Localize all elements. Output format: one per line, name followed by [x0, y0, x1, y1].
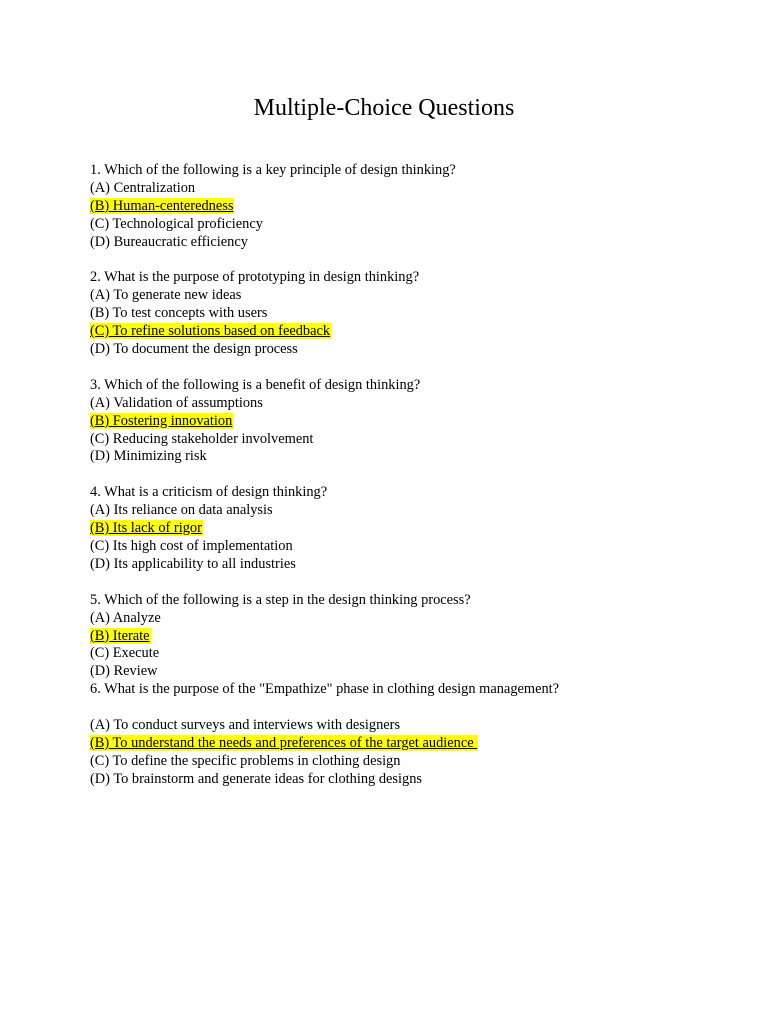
question-prompt: 2. What is the purpose of prototyping in design thinking?: [90, 269, 420, 286]
answer-option: [90, 717, 730, 735]
answer-option: [90, 502, 730, 520]
highlighted-answer: (B) Iterate: [90, 627, 150, 644]
option-text: (C) Its high cost of implementation: [90, 537, 293, 554]
highlighted-answer: (C) To refine solutions based on feedback: [90, 323, 331, 340]
option-text: (C) Execute: [90, 645, 160, 662]
answer-option-correct: [90, 198, 730, 216]
option-text: (D) Minimizing risk: [90, 448, 207, 465]
option-text: (A) To generate new ideas: [90, 287, 242, 304]
option-text: (A) Analyze: [90, 609, 161, 626]
answer-option: [90, 663, 730, 681]
option-text: (B) To test concepts with users: [90, 305, 268, 322]
question-prompt: 4. What is a criticism of design thinking?: [90, 484, 328, 501]
highlighted-answer: (B) Its lack of rigor: [90, 520, 202, 537]
highlighted-answer: (B) Human-centeredness: [90, 197, 234, 214]
question-prompt: 1. Which of the following is a key principle of design thinking?: [90, 162, 456, 178]
answer-option: [90, 431, 730, 449]
answer-option: [90, 180, 730, 198]
question-prompt: 6. What is the purpose of the "Empathize" phase in clothing design management?: [90, 681, 560, 698]
answer-option: [90, 753, 730, 771]
question-4: [90, 484, 730, 574]
option-text: (A) Its reliance on data analysis: [90, 502, 273, 519]
option-text: (A) To conduct surveys and interviews with designers: [90, 717, 401, 734]
answer-option: [90, 395, 730, 413]
answer-option: [90, 448, 730, 466]
answer-option: [90, 771, 730, 789]
answer-option: [90, 234, 730, 252]
answer-option-correct: [90, 628, 730, 646]
option-text: (C) Technological proficiency: [90, 215, 263, 232]
option-text: (D) To document the design process: [90, 341, 298, 358]
question-list: [90, 162, 730, 807]
question-6: [90, 681, 730, 788]
answer-option-correct: [90, 520, 730, 538]
option-text: (D) Bureaucratic efficiency: [90, 233, 248, 250]
answer-option: [90, 556, 730, 574]
question-1: [90, 162, 730, 252]
answer-option: [90, 610, 730, 628]
question-3: [90, 377, 730, 467]
question-2: [90, 269, 730, 359]
highlighted-answer: (B) To understand the needs and preferences of the target audience: [90, 734, 478, 751]
option-text: (A) Validation of assumptions: [90, 394, 263, 411]
question-5: [90, 592, 730, 682]
answer-option: [90, 305, 730, 323]
answer-option-correct: [90, 323, 730, 341]
answer-option-correct: [90, 735, 730, 753]
option-text: (D) To brainstorm and generate ideas for clothing designs: [90, 770, 423, 787]
answer-option: [90, 645, 730, 663]
answer-option-correct: [90, 413, 730, 431]
option-text: (C) To define the specific problems in clothing design: [90, 752, 401, 769]
answer-option: [90, 216, 730, 234]
question-prompt: 3. Which of the following is a benefit of design thinking?: [90, 376, 421, 393]
option-text: (A) Centralization: [90, 179, 196, 196]
option-text: (D) Review: [90, 663, 158, 680]
question-prompt: 5. Which of the following is a step in the design thinking process?: [90, 591, 471, 608]
answer-option: [90, 287, 730, 305]
answer-option: [90, 341, 730, 359]
option-text: (C) Reducing stakeholder involvement: [90, 430, 314, 447]
page-title: Multiple-Choice Questions: [253, 95, 515, 121]
option-text: (D) Its applicability to all industries: [90, 555, 296, 572]
highlighted-answer: (B) Fostering innovation: [90, 412, 233, 429]
answer-option: [90, 538, 730, 556]
